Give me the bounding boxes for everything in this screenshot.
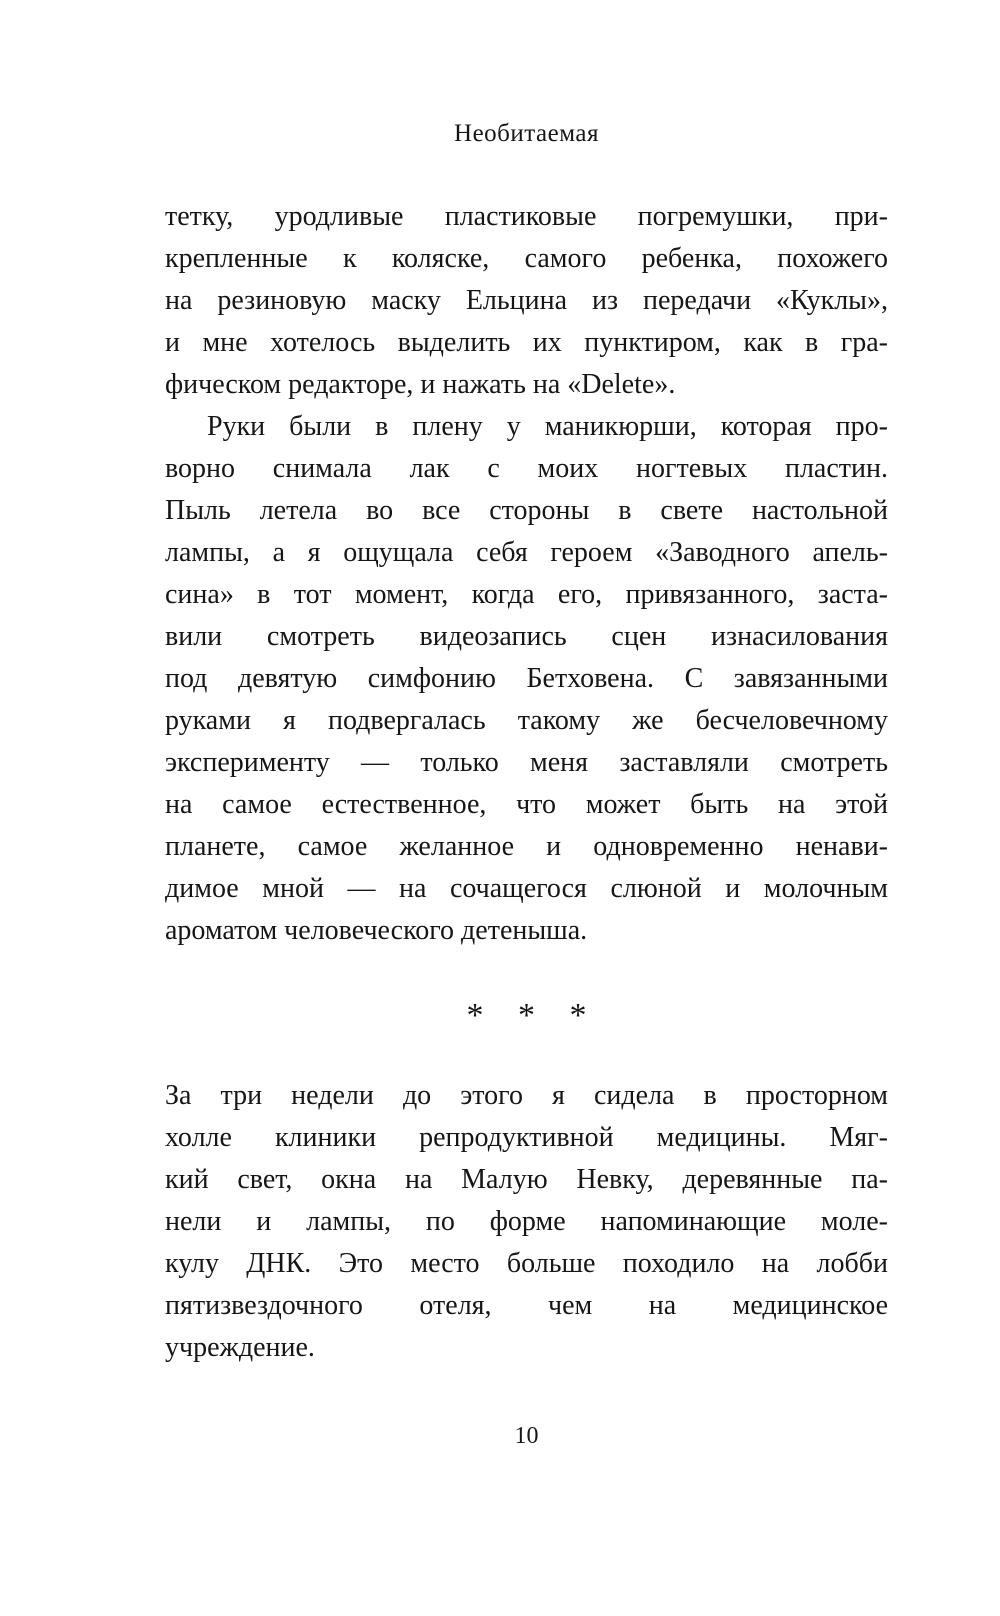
text-line: пятизвездочного отеля, чем на медицинское [165, 1290, 888, 1321]
section-break: * * * [466, 997, 587, 1034]
text-line: кулу ДНК. Это место больше походило на лобби [165, 1248, 888, 1279]
running-head: Необитаемая [454, 120, 599, 147]
text-line: на самое естественное, что может быть на этой [165, 789, 888, 820]
text-line: тетку, уродливые пластиковые погремушки, при- [165, 201, 888, 232]
text-line: фическом редакторе, и нажать на «Delete». [165, 369, 676, 400]
text-line: Пыль летела во все стороны в свете настольной [165, 495, 888, 526]
text-line: и мне хотелось выделить их пунктиром, как в гра- [165, 327, 888, 358]
text-line: нели и лампы, по форме напоминающие моле- [165, 1206, 888, 1237]
text-line: сина» в тот момент, когда его, привязанного, заста- [165, 579, 888, 610]
text-line: планете, самое желанное и одновременно ненави- [165, 831, 888, 862]
text-line: вили смотреть видеозапись сцен изнасилования [165, 621, 888, 652]
page-number: 10 [514, 1423, 539, 1449]
text-line: кий свет, окна на Малую Невку, деревянные па- [165, 1164, 888, 1195]
text-line: ароматом человеческого детеныша. [165, 915, 588, 946]
text-line: под девятую симфонию Бетховена. С завязанными [165, 663, 888, 694]
paragraph [165, 196, 888, 406]
text-line: ворно снимала лак с моих ногтевых пластин. [165, 453, 888, 484]
paragraph [165, 406, 888, 952]
text-line: холле клиники репродуктивной медицины. Мяг- [165, 1122, 888, 1153]
text-line: учреждение. [165, 1332, 315, 1363]
text-line: крепленные к коляске, самого ребенка, похожего [165, 243, 888, 274]
text-line: на резиновую маску Ельцина из передачи «Куклы», [165, 285, 888, 316]
text-line: Руки были в плену у маникюрши, которая про- [207, 411, 888, 442]
paragraph [165, 1075, 888, 1369]
text-line: За три недели до этого я сидела в просторном [165, 1080, 888, 1111]
text-line: эксперименту — только меня заставляли смотреть [165, 747, 888, 778]
body-text [165, 196, 888, 1369]
text-line: димое мной — на сочащегося слюной и молочным [165, 873, 888, 904]
text-line: руками я подвергалась такому же бесчеловечному [165, 705, 888, 736]
text-line: лампы, а я ощущала себя героем «Заводного апель- [165, 537, 888, 568]
